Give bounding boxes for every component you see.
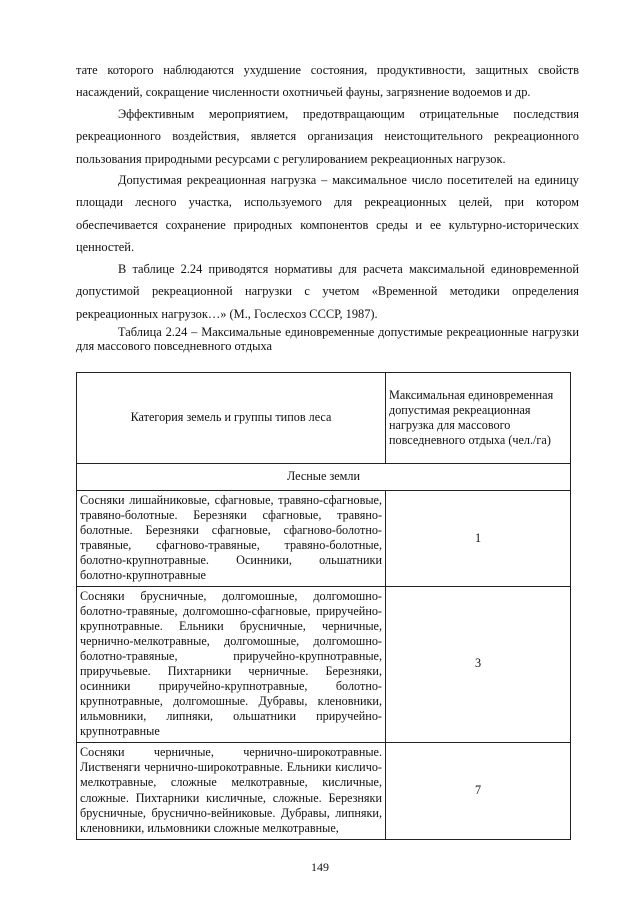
table-row — [77, 586, 571, 742]
paragraph-4: В таблице 2.24 приводятся нормативы для расчета максимальной единовременной допустимой рекреационной нагрузки с учетом «Временной методики определения рекреационных нагрузок…» (М., Гослесхоз СССР, 1987). — [76, 262, 579, 321]
norms-table — [76, 372, 571, 840]
table-header-row — [77, 373, 571, 464]
section-forest-lands: Лесные земли — [77, 464, 571, 491]
row-3-value: 7 — [386, 742, 571, 839]
page-number: 149 — [311, 860, 329, 874]
header-category: Категория земель и группы типов леса — [77, 373, 386, 464]
header-load: Максимальная единовременная допустимая рекреационная нагрузка для массового повседневного отдыха (чел./га) — [386, 373, 571, 464]
table-section-row — [77, 464, 571, 491]
table-caption: Таблица 2.24 – Максимальные единовременные допустимые рекреационные нагрузки для массового повседневного отдыха — [76, 325, 579, 353]
paragraph-3: Допустимая рекреационная нагрузка – максимальное число посетителей на единицу площади лесного участка, используемого для рекреационных целей, при котором обеспечивается сохранение природных компонентов среды и ее культурно-исторических ценностей. — [76, 173, 579, 254]
table-row — [77, 491, 571, 587]
row-1-category: Сосняки лишайниковые, сфагновые, травяно-сфагновые, травяно-болотные. Березняки сфагновые, травяно-болотные. Березняки сфагновые, сфагново-болотно-травяные, сфагново-травяные, травяно-болотные, болотно-крупнотравные. Осинники, ольшатники болотно-крупнотравные — [77, 491, 386, 587]
table-row — [77, 742, 571, 839]
row-2-category: Сосняки брусничные, долгомошные, долгомошно-болотно-травяные, долгомошно-сфагновые, приручейно-крупнотравные. Ельники брусничные, черничные, чернично-мелкотравные, долгомошные, долгомошно-болотно-травяные, приручейно-крупнотравные, приручьевые. Пихтарники черничные. Березняки, осинники приручейно-крупнотравные, болотно-крупнотравные, долгомошные. Дубравы, кленовники, ильмовники, липняки, ольшатники приручейно-крупнотравные — [77, 586, 386, 742]
row-2-value: 3 — [386, 586, 571, 742]
paragraph-1: тате которого наблюдаются ухудшение состояния, продуктивности, защитных свойств насаждений, сокращение численности охотничьей фауны, загрязнение водоемов и др. — [76, 63, 579, 100]
paragraph-2: Эффективным мероприятием, предотвращающим отрицательные последствия рекреационного воздействия, является организация неистощительного рекреационного пользования природными ресурсами с регулированием рекреационных нагрузок. — [76, 107, 579, 166]
row-1-value: 1 — [386, 491, 571, 587]
row-3-category: Сосняки черничные, чернично-широкотравные. Лиственяги чернично-широкотравные. Ельники кисличо-мелкотравные, сложные мелкотравные, кисличные, сложные. Пихтарники кисличные, сложные. Березняки брусничные, бруснично-вейниковые. Дубравы, липняки, кленовники, ильмовники сложные мелкотравные, — [77, 742, 386, 839]
